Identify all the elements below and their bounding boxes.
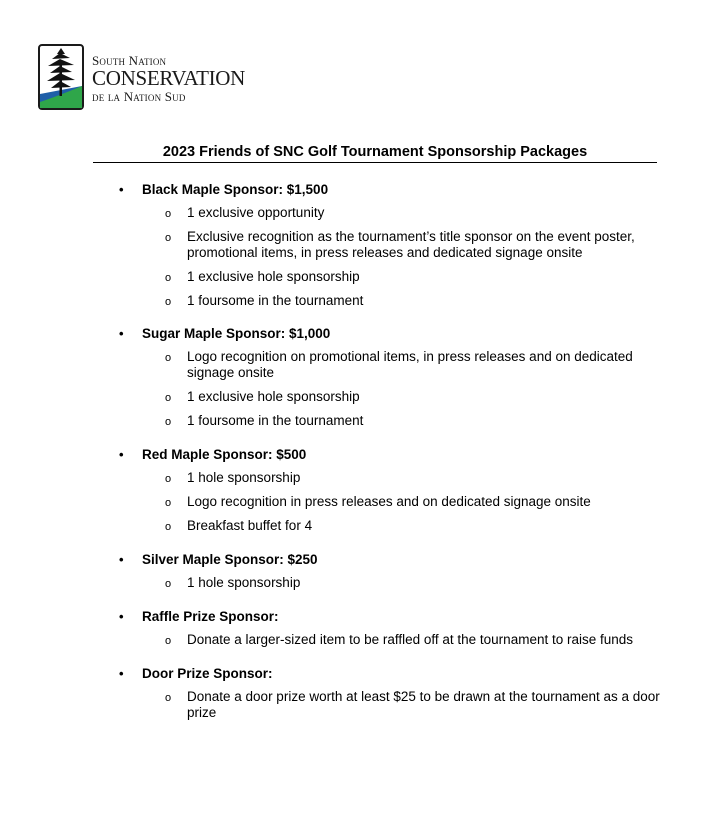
bullet-circle: o (165, 578, 172, 590)
list-item (117, 494, 677, 510)
tier-raffle-prize (117, 608, 677, 648)
bullet-circle: o (165, 497, 172, 509)
list-item (117, 632, 677, 648)
bullet-disc: • (119, 447, 124, 462)
benefit-list (117, 632, 677, 648)
bullet-circle: o (165, 296, 172, 308)
bullet-circle: o (165, 208, 172, 220)
benefit-text: 1 exclusive hole sponsorship (187, 269, 360, 284)
benefit-text: 1 exclusive opportunity (187, 205, 325, 220)
benefit-list (117, 575, 677, 591)
tier-heading (117, 608, 677, 626)
tier-door-prize (117, 665, 677, 721)
tier-heading-text: Raffle Prize Sponsor: (142, 609, 279, 624)
benefit-text: 1 foursome in the tournament (187, 413, 364, 428)
bullet-circle: o (165, 692, 172, 704)
list-item (117, 205, 677, 221)
tier-heading (117, 665, 677, 683)
bullet-circle: o (165, 232, 172, 244)
benefit-text: Logo recognition on promotional items, in press releases and on dedicated signage onsite (187, 349, 633, 380)
list-item (117, 413, 677, 429)
bullet-circle: o (165, 416, 172, 428)
benefit-text: Logo recognition in press releases and on dedicated signage onsite (187, 494, 591, 509)
list-item (117, 470, 677, 486)
list-item (117, 689, 677, 721)
list-item (117, 575, 677, 591)
bullet-disc: • (119, 326, 124, 341)
benefit-list (117, 205, 677, 309)
benefit-list (117, 689, 677, 721)
benefit-list (117, 470, 677, 534)
tier-heading-text: Black Maple Sponsor: $1,500 (142, 182, 329, 197)
bullet-circle: o (165, 272, 172, 284)
tier-heading (117, 446, 677, 464)
logo-wordmark (92, 54, 245, 103)
list-item (117, 229, 677, 261)
tier-red-maple (117, 446, 677, 534)
tier-silver-maple (117, 551, 677, 591)
document-title: 2023 Friends of SNC Golf Tournament Sponsorship Packages (93, 144, 657, 163)
bullet-disc: • (119, 666, 124, 681)
list-item (117, 389, 677, 405)
benefit-text: Exclusive recognition as the tournament’s title sponsor on the event poster, promotional items, in press releases and dedicated signage onsite (187, 229, 635, 260)
benefit-text: Donate a door prize worth at least $25 to be drawn at the tournament as a door prize (187, 689, 660, 720)
bullet-disc: • (119, 609, 124, 624)
tier-heading-text: Door Prize Sponsor: (142, 666, 273, 681)
list-item (117, 269, 677, 285)
benefit-text: 1 hole sponsorship (187, 470, 301, 485)
tier-heading (117, 181, 677, 199)
tier-heading-text: Silver Maple Sponsor: $250 (142, 552, 318, 567)
tier-black-maple (117, 181, 677, 309)
tier-heading (117, 551, 677, 569)
benefit-text: 1 hole sponsorship (187, 575, 301, 590)
logo-line-de-la-nation-sud: de la Nation Sud (92, 89, 186, 104)
pine-tree-logo-icon (38, 44, 84, 110)
bullet-disc: • (119, 552, 124, 567)
logo-line-conservation: CONSERVATION (92, 66, 246, 90)
benefit-text: 1 foursome in the tournament (187, 293, 364, 308)
benefit-list (117, 349, 677, 429)
benefit-text: Donate a larger-sized item to be raffled off at the tournament to raise funds (187, 632, 634, 647)
bullet-circle: o (165, 473, 172, 485)
list-item (117, 293, 677, 309)
bullet-circle: o (165, 521, 172, 533)
benefit-text: 1 exclusive hole sponsorship (187, 389, 360, 404)
bullet-circle: o (165, 635, 172, 647)
bullet-circle: o (165, 392, 172, 404)
tier-heading-text: Sugar Maple Sponsor: $1,000 (142, 326, 331, 341)
tier-heading-text: Red Maple Sponsor: $500 (142, 447, 307, 462)
tier-sugar-maple (117, 325, 677, 429)
bullet-disc: • (119, 182, 124, 197)
bullet-circle: o (165, 352, 172, 364)
organization-logo (38, 44, 258, 112)
tier-heading (117, 325, 677, 343)
list-item (117, 518, 677, 534)
list-item (117, 349, 677, 381)
logo-line-south-nation: South Nation (92, 53, 167, 68)
benefit-text: Breakfast buffet for 4 (187, 518, 313, 533)
